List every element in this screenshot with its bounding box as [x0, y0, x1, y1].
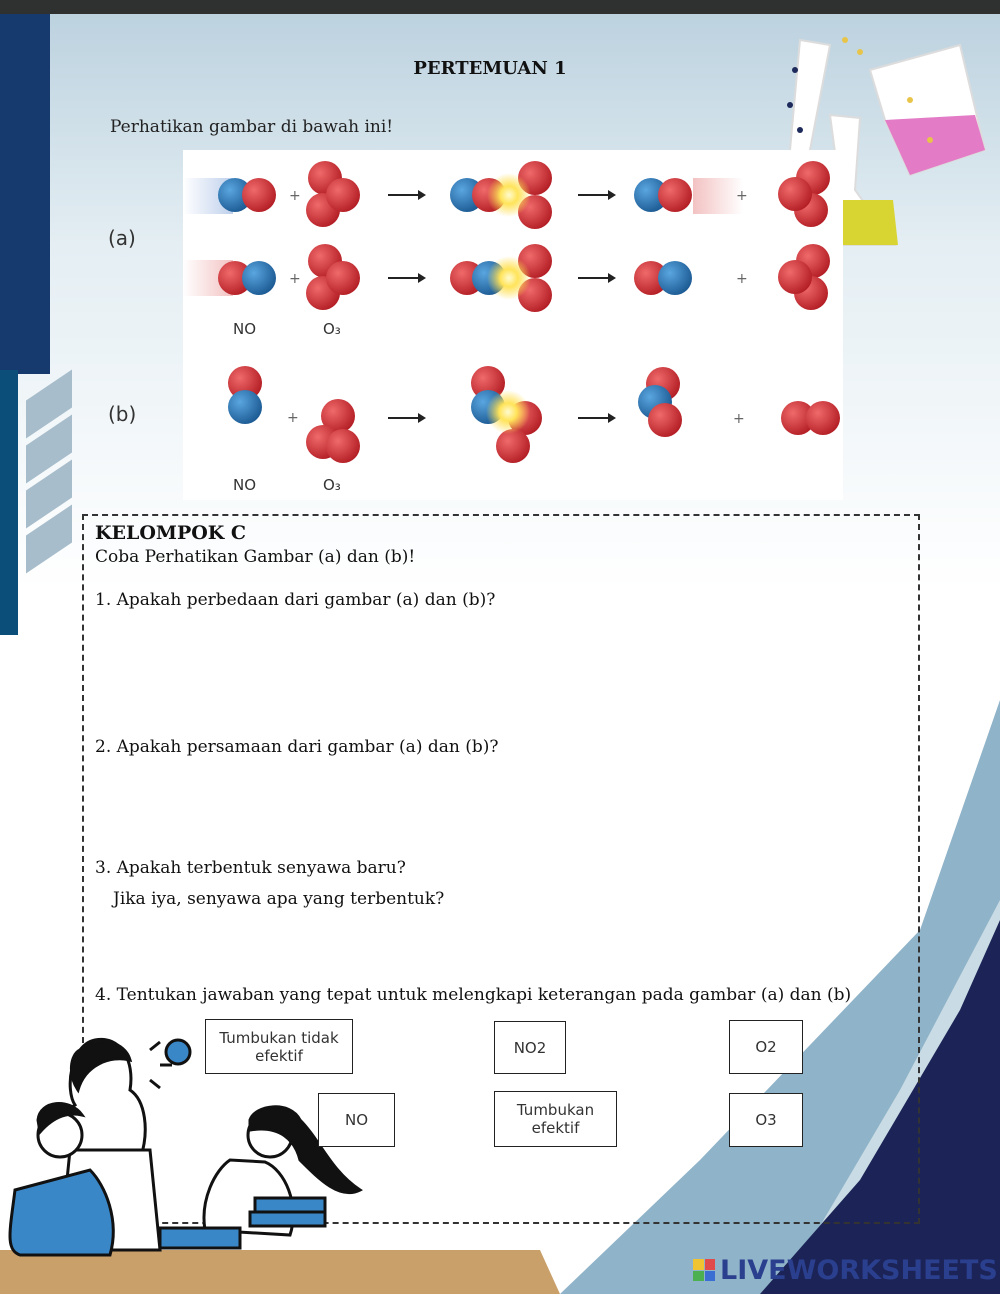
question-2: 2. Apakah persamaan dari gambar (a) dan (b)? [95, 737, 499, 757]
molecule-diagram [183, 150, 843, 500]
answer-box-o2[interactable]: O2 [729, 1020, 803, 1074]
molecule-label-o3: O₃ [323, 476, 341, 494]
question-3-followup: Jika iya, senyawa apa yang terbentuk? [113, 889, 445, 909]
svg-text:+: + [289, 188, 301, 204]
svg-text:+: + [736, 188, 748, 204]
answer-box-o3[interactable]: O3 [729, 1093, 803, 1147]
molecule-label-no: NO [233, 476, 257, 494]
answer-box-no[interactable]: NO [318, 1093, 395, 1147]
svg-text:+: + [289, 271, 301, 287]
collision-figure [183, 150, 843, 500]
answer-box-tumbukan-tidak-efektif[interactable]: Tumbukan tidak efektif [205, 1019, 353, 1074]
svg-text:+: + [733, 411, 745, 427]
figure-label-b: (b) [108, 402, 137, 426]
page-title: PERTEMUAN 1 [413, 58, 567, 79]
svg-text:+: + [287, 410, 299, 426]
oxygen-atom [242, 178, 276, 212]
molecule-label-o3: O₃ [323, 320, 341, 338]
liveworksheets-logo-icon [693, 1259, 715, 1281]
watermark-text: LIVEWORKSHEETS [720, 1255, 998, 1286]
question-3: 3. Apakah terbentuk senyawa baru? [95, 858, 406, 878]
svg-text:+: + [736, 271, 748, 287]
group-title: KELOMPOK C [95, 522, 247, 544]
intro-text: Perhatikan gambar di bawah ini! [110, 117, 394, 137]
question-4: 4. Tentukan jawaban yang tepat untuk melengkapi keterangan pada gambar (a) dan (b) [95, 985, 852, 1005]
answer-box-tumbukan-efektif[interactable]: Tumbukan efektif [494, 1091, 617, 1147]
question-1: 1. Apakah perbedaan dari gambar (a) dan (b)? [95, 590, 496, 610]
molecule-label-no: NO [233, 320, 257, 338]
left-accent-stripe-lower [0, 370, 18, 635]
group-subtitle: Coba Perhatikan Gambar (a) dan (b)! [95, 547, 416, 567]
figure-label-a: (a) [108, 226, 136, 250]
answer-box-no2[interactable]: NO2 [494, 1021, 566, 1074]
